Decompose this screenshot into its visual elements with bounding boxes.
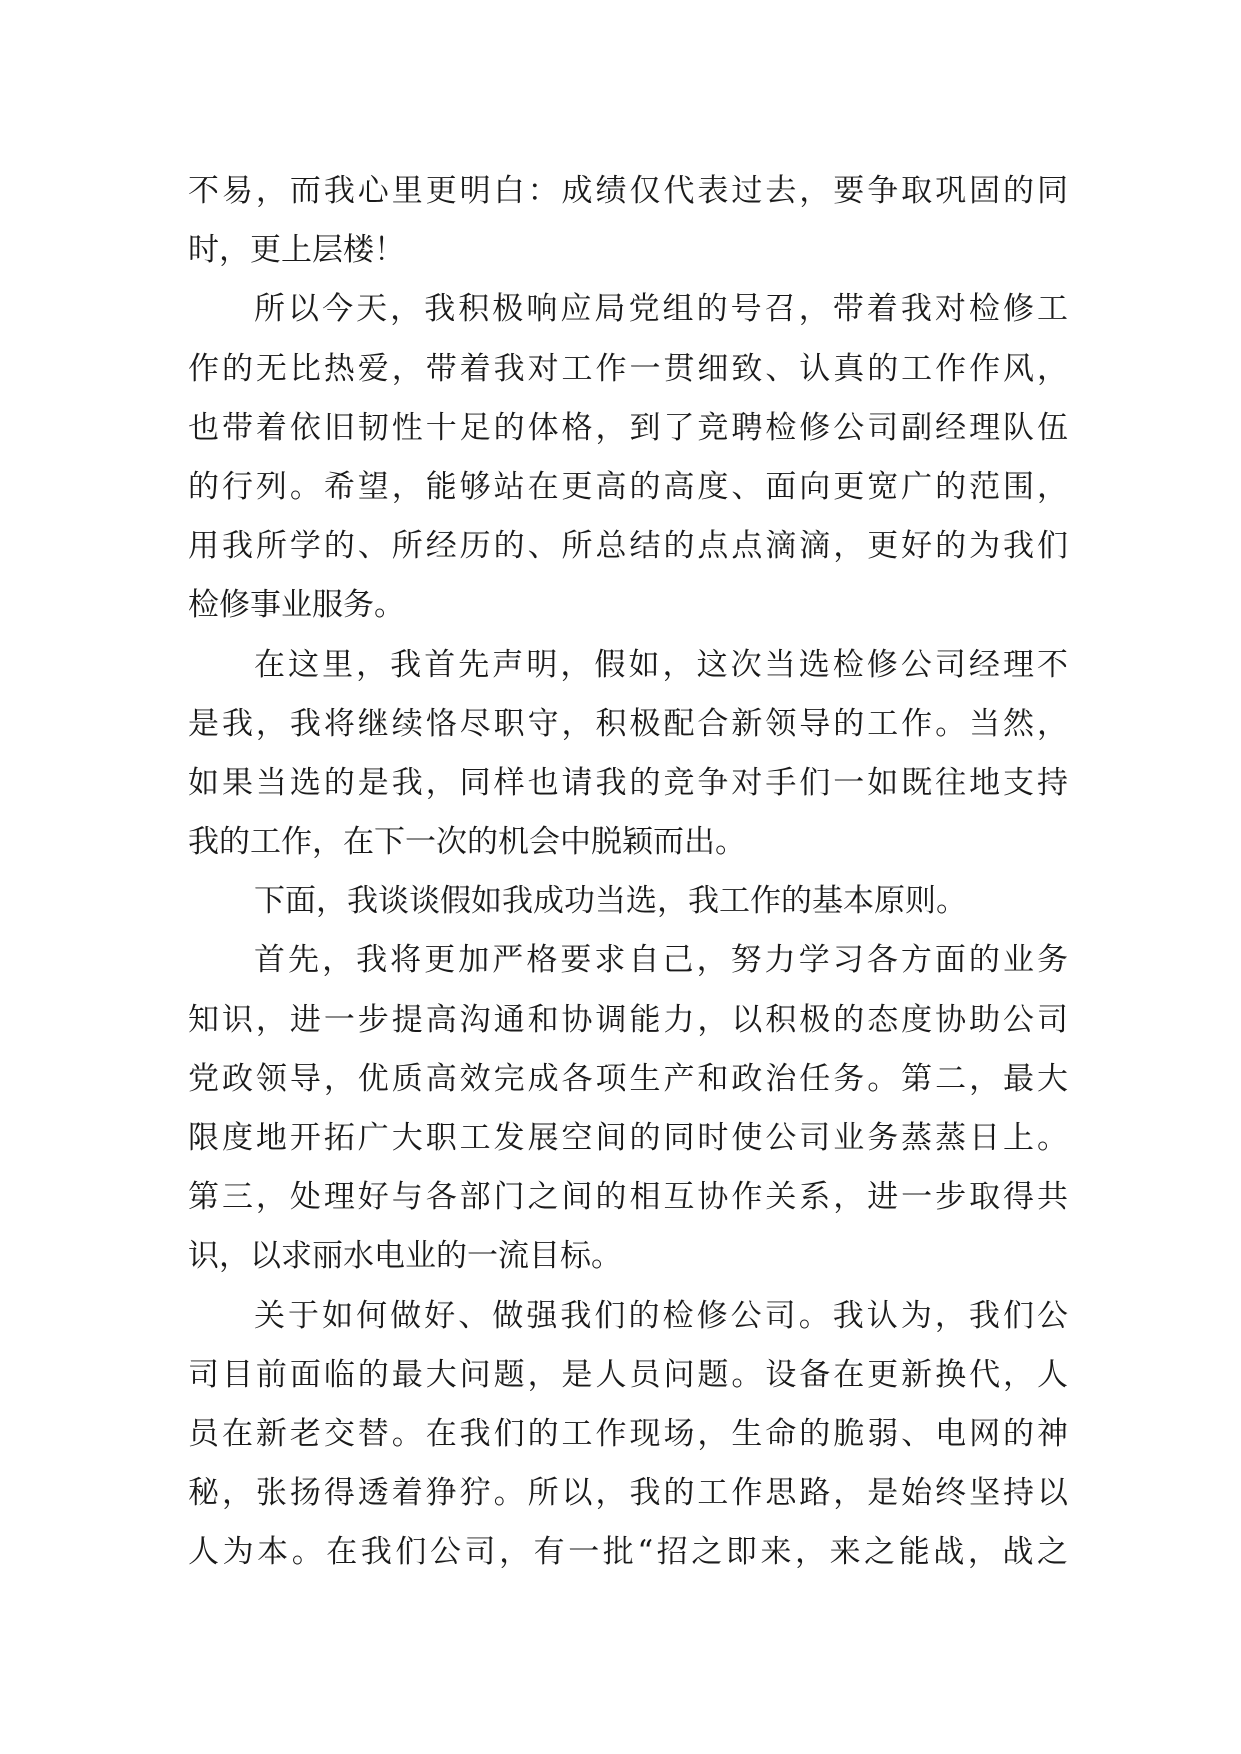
text-line: 知识，进一步提高沟通和协调能力，以积极的态度协助公司 [188, 1001, 1068, 1038]
text-line: 所以今天，我积极响应局党组的号召，带着我对检修工 [254, 291, 1068, 328]
text-line: 的行列。希望，能够站在更高的高度、面向更宽广的范围， [188, 468, 1068, 505]
text-line: 关于如何做好、做强我们的检修公司。我认为，我们公 [254, 1297, 1068, 1334]
text-line: 检修事业服务。 [188, 587, 405, 624]
text-line: 我的工作，在下一次的机会中脱颖而出。 [188, 824, 746, 861]
text-line: 识，以求丽水电业的一流目标。 [188, 1238, 622, 1275]
text-line: 司目前面临的最大问题，是人员问题。设备在更新换代，人 [188, 1356, 1068, 1393]
text-line: 员在新老交替。在我们的工作现场，生命的脆弱、电网的神 [188, 1415, 1068, 1452]
document-body [188, 162, 1068, 1583]
text-line: 下面，我谈谈假如我成功当选，我工作的基本原则。 [254, 883, 967, 920]
text-line: 首先，我将更加严格要求自己，努力学习各方面的业务 [254, 942, 1068, 979]
text-line: 也带着依旧韧性十足的体格，到了竞聘检修公司副经理队伍 [188, 409, 1068, 446]
text-line: 作的无比热爱，带着我对工作一贯细致、认真的工作作风， [188, 350, 1068, 387]
text-line: 人为本。在我们公司，有一批“招之即来，来之能战，战之 [188, 1534, 1068, 1571]
text-line: 时，更上层楼！ [188, 232, 405, 269]
text-line: 是我，我将继续恪尽职守，积极配合新领导的工作。当然， [188, 705, 1068, 742]
text-line: 不易，而我心里更明白：成绩仅代表过去，要争取巩固的同 [188, 173, 1068, 209]
text-line: 用我所学的、所经历的、所总结的点点滴滴，更好的为我们 [188, 528, 1068, 565]
text-line: 第三，处理好与各部门之间的相互协作关系，进一步取得共 [188, 1179, 1068, 1216]
text-line: 如果当选的是我，同样也请我的竞争对手们一如既往地支持 [188, 764, 1068, 801]
text-line: 在这里，我首先声明，假如，这次当选检修公司经理不 [254, 646, 1068, 683]
text-line: 秘，张扬得透着狰狞。所以，我的工作思路，是始终坚持以 [188, 1475, 1068, 1512]
text-line: 限度地开拓广大职工发展空间的同时使公司业务蒸蒸日上。 [188, 1120, 1068, 1156]
text-line: 党政领导，优质高效完成各项生产和政治任务。第二，最大 [188, 1060, 1068, 1097]
